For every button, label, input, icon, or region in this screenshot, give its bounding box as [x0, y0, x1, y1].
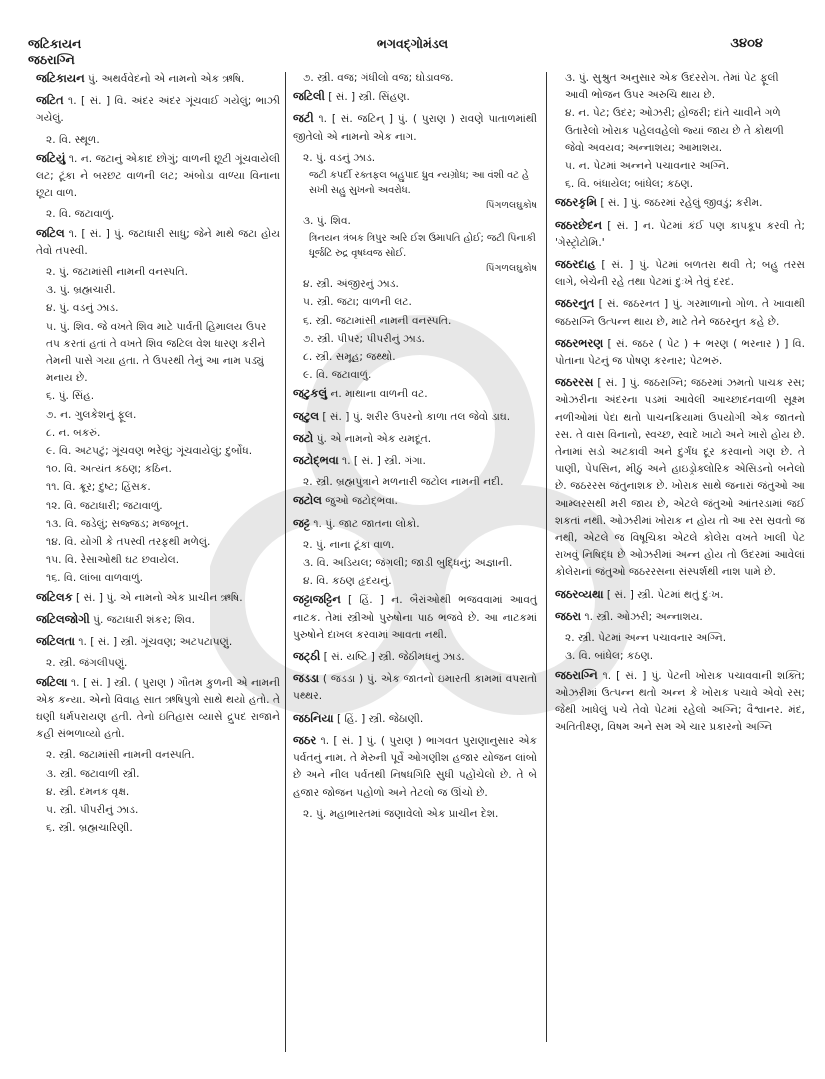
dictionary-entry	[293, 408, 537, 426]
sense-definition: ૫. સ્ત્રી. પીપરીનું ઝાડ.	[46, 803, 139, 816]
sense-definition: ૮. ન. બકરું.	[46, 426, 101, 439]
entry-headword: જઠરદાહ	[555, 257, 596, 272]
citation-source: પિંગળલઘુકોષ	[486, 263, 537, 275]
entry-headword: જટિલજોગી	[36, 611, 90, 626]
entry-definition: ૧. [ સં. ] સ્ત્રી. ગૂંચવણ; અટપટાપણું.	[78, 636, 233, 649]
entry-definition: પું. જટાધારી શંકર; શિવ.	[93, 613, 195, 626]
sense-definition: ૩. પું. બ્રહ્મચારી.	[46, 284, 116, 297]
entry-definition: [ સં. યષ્ટિ ] સ્ત્રી. જેઠીમધનું ઝાડ.	[323, 651, 465, 664]
entry-definition: ૧. સ્ત્રી. ઓઝરી; અન્નાશય.	[584, 610, 703, 623]
dictionary-entry	[36, 70, 280, 88]
entry-definition: [ સં. ] સ્ત્રી. સિંહણ.	[328, 91, 410, 104]
sense-definition: ૩. વિ. અડિયલ; જંગલી; જાડી બુદ્ધિનું; અજ્ઞાની.	[303, 557, 513, 570]
dictionary-entry	[293, 492, 537, 510]
dictionary-entry	[555, 217, 805, 252]
sense-definition: ૨. વિ. જટાવાળું.	[46, 208, 115, 221]
sense-definition: ૨. પું. વડનું ઝાડ.	[303, 151, 376, 164]
dictionary-entry	[555, 374, 805, 581]
entry-headword: જટિલી	[293, 89, 325, 104]
sense-definition: ૪. ન. પેટ; ઉદર; ઓઝરી; હોજરી; દાંતે ચાવીને ગળે ઉતારેલો ખોરાક પહેલવહેલો જ્યાં જાય છે તે કોથળી જેવો અવયવ; અન્નાશય; આમાશય.	[565, 107, 784, 154]
sense-definition: ૨. વિ. સ્થૂળ.	[46, 133, 100, 146]
entry-headword: જટિલતા	[36, 634, 75, 649]
entry-definition: [ સં. જઠર ( પેટ ) + ભરણ ( ભરનાર ) ] વિ. પોતાના પેટનું જ પોષણ કરનાર; પેટભરું.	[555, 337, 805, 368]
sense-definition: ૫. ન. પેટમાં અન્નને પચાવનાર અગ્નિ.	[565, 160, 730, 173]
column-2	[293, 70, 537, 824]
sense-definition: ૨. પું. મહાભારતમાં જણાવેલો એક પ્રાચીન દેશ.	[303, 807, 499, 820]
entry-definition: ૧. ન. જટાનું એકાદ છોગું; વાળની છૂટી ગૂંચવાયેલી લટ; ટૂંકા ને બરછટ વાળની લટ; અંબોડા વાળ્યા વિનાના છૂટા વાળ.	[36, 152, 280, 200]
entry-headword: જઠર	[293, 732, 317, 747]
entry-headword: જટો	[293, 430, 314, 445]
sense-definition: ૧૧. વિ. ક્રૂર; દુષ્ટ; હિંસક.	[46, 481, 151, 494]
entry-headword: જઠરવ્યથા	[555, 586, 604, 601]
dictionary-entry	[36, 150, 280, 203]
sense-definition: ૫. સ્ત્રી. જટા; વાળની લટ.	[303, 296, 412, 309]
sense-definition: ૭. ન. ગુલકેશનું ફૂલ.	[46, 408, 137, 421]
column-divider	[546, 72, 547, 1042]
dictionary-entry	[555, 608, 805, 626]
column-divider	[285, 72, 286, 1052]
column-3	[555, 70, 805, 740]
entry-definition: [ હિં. ] ન. બૈરાંઓથી ભજવવામાં આવતું નાટક. તેમાં સ્ત્રીઓ પુરુષોના પાઠ ભજવે છે. આ નાટકમાં પુરુષોને દાખલ કરવામાં આવતા નથી.	[293, 594, 537, 641]
sense-definition: ૭. સ્ત્રી. પીપર; પીપરીનું ઝાડ.	[303, 332, 425, 345]
sense-definition: ૨. સ્ત્રી. જટામાંસી નામની વનસ્પતિ.	[46, 749, 195, 762]
dictionary-entry	[555, 295, 805, 330]
sense-definition: ૪. સ્ત્રી. દમનક વૃક્ષ.	[46, 785, 130, 798]
entry-headword: જઠરાગ્નિ	[555, 667, 598, 682]
sense-definition: ૬. પું. સિંહ.	[46, 390, 95, 403]
entry-headword: જટિત	[36, 93, 64, 108]
entry-definition: [ હિં. ] સ્ત્રી. જેઠાણી.	[336, 712, 424, 725]
entry-headword: જઠરરસ	[555, 375, 594, 390]
entry-definition: ૧. [ સં. ] પું. પેટની ખોરાક પચાવવાની શક્તિ; ઓઝરીમાં ઉત્પન્ન થતો અન્ન કે ખોરાક પચાવે એવો રસ; જેથી ખાધેલું પચે તેવો પેટમાં રહેલો અગ્નિ; વૈશ્વાનર. મંદ, અતિતીક્ષ્ણ, વિષમ અને સમ એ ચાર પ્રકારનો અગ્નિ	[555, 669, 805, 734]
citation-verse: ત્રિનયન ત્રંબક ત્રિપુર અરિ ઈશ ઉમાપતિ હોઈ; જટી પિનાકી ધૂર્જટિ રુદ્ર વૃષધ્વજ સોઈ.	[309, 233, 536, 260]
entry-definition: જુઓ જટોદ્ભવા.	[325, 495, 398, 508]
entry-definition: [ સં. ] પું. શરીર ઉપરનો કાળા તલ જેવો ડાઘ.	[322, 410, 511, 423]
entry-definition: ૧. [ સં. ] પું. જટાધારી સાધુ; જેને માથે જટા હોય તેવો તપસ્વી.	[36, 227, 280, 257]
dictionary-entry	[293, 452, 537, 470]
entry-definition: પું. અથર્વવેદનો એ નામનો એક ઋષિ.	[88, 73, 245, 85]
sense-definition: ૪. સ્ત્રી. અંજીરનું ઝાડ.	[303, 278, 399, 291]
sense-definition: ૨. સ્ત્રી. બ્રહ્મપુત્રાને મળનારી જટોલ નામની નદી.	[303, 476, 504, 489]
entry-headword: જઠરા	[555, 608, 582, 623]
entry-headword: જટ્ઠી	[293, 649, 321, 664]
dictionary-entry	[555, 256, 805, 291]
entry-headword: જટુકલું	[293, 386, 328, 401]
sense-definition: ૪. વિ. કઠણ હૃદયનું.	[303, 575, 392, 588]
entry-headword: જટિલક	[36, 589, 73, 604]
sense-definition: ૩. સ્ત્રી. જટાવાળી સ્ત્રી.	[46, 767, 140, 780]
entry-headword: જટ્ટાજટ્ટિન	[293, 592, 341, 607]
entry-headword: જટોલ	[293, 493, 322, 508]
sense-definition: ૫. પું. શિવ. જે વખતે શિવ માટે પાર્વતી હિમાલય ઉપર તપ કરતાં હતાં તે વખતે શિવ જટિલ વેશ ધારણ કરીને તેમની પાસે ગયા હતા. તે ઉપરથી તેનું આ નામ પડ્યું મનાય છે.	[46, 320, 267, 385]
sense-definition: ૨. સ્ત્રી. જંગલીપણું.	[46, 657, 128, 670]
dictionary-entry	[36, 225, 280, 260]
entry-headword: જડડા	[293, 671, 320, 686]
entry-definition: [ સં. ] સ્ત્રી. પેટમાં થતું દુઃખ.	[606, 588, 724, 601]
sense-definition: ૩. વિ. બાંધેલ; કઠણ.	[565, 650, 654, 663]
entry-headword: જઠરનુત	[555, 296, 595, 311]
dictionary-entry	[293, 88, 537, 106]
entry-definition: [ સં. ] પું. એ નામનો એક પ્રાચીન ઋષિ.	[76, 591, 243, 604]
entry-definition: ન. માથાના વાળની વટ.	[330, 388, 428, 401]
entry-definition: [ સં. ] પું. જઠરાગ્નિ; જઠરમાં ઝમતો પાચક રસ; ઓઝરીના અંદરના પડમાં આવેલી આચ્છાદનવાળી સૂક્ષ્મ નળીઓમાં પેદા થતો પાચનક્રિયામાં ઉપયોગી એક જાતનો રસ. તે વાસ વિનાનો, સ્વચ્છ, સ્વાદે ખાટો અને ખારો હોય છે. તેનામાં સડો અટકાવી અને દુર્ગંધ દૂર કરવાનો ગણ છે. તે પાણી, પેપસિન, મીઠું અને હાઇડ્રોક્લોરિક એસિડનો બનેલો છે. જઠરરસ જંતુનાશક છે. ખોરાક સાથે જનારાં જંતુઓ આ આમ્લરસથી મરી જાય છે, એટલે જંતુઓ આંતરડામાં જઈ શકતાં નથી. ઓઝરીમાં ખોરાક ન હોય તો આ રસ સ્રવતો જ નથી, એટલે જ વિષૂચિકા એટલે કોલેરા વખતે ખાલી પેટ રાખવું નિષિદ્ધ છે ઓઝરીમાં અન્ન હોય તો ઉદરમાં આવેલાં કોલેરાનાં જંતુઓ જઠરરસના સંસ્પર્શથી નાશ પામે છે.	[555, 377, 806, 579]
entry-headword: જઠરછેદન	[555, 217, 602, 232]
sense-definition: ૬. સ્ત્રી. બ્રહ્મચારિણી.	[46, 822, 133, 835]
dictionary-entry	[555, 194, 805, 212]
dictionary-entry	[36, 633, 280, 651]
sense-definition: ૩. પું. સુશ્રુત અનુસાર એક ઉદરરોગ. તેમાં પેટ ફૂલી આવી ભોજન ઉપર અરુચિ થાય છે.	[565, 72, 779, 102]
citation-source: પિંગળલઘુકોષ	[486, 200, 537, 212]
entry-headword: જઠરકૃમિ	[555, 195, 597, 210]
sense-definition: ૧૩. વિ. જડેલું; સજ્જડ; મજબૂત.	[46, 517, 189, 530]
entry-definition: ૧. [ સં. ] વિ. અંદર અંદર ગૂંચવાઈ ગયેલું; ભાઝી ગયેલું.	[36, 95, 280, 125]
entry-headword: જટોદ્ભવા	[293, 453, 339, 468]
entry-definition: [ સં. જઠરનત ] પું. ગરમાળાનો ગોળ. તે ખાવાથી જઠરાગ્નિ ઉત્પન્ન થાય છે, માટે તેને જઠરનુત કહે છે.	[555, 298, 805, 328]
entry-definition: પું. એ નામનો એક યમદૂત.	[316, 432, 432, 445]
dictionary-entry	[555, 586, 805, 604]
sense-definition: ૯. વિ. જટાવાળું.	[303, 369, 372, 382]
dictionary-entry	[293, 670, 537, 705]
sense-definition: ૩. પું. શિવ.	[303, 215, 351, 228]
dictionary-entry	[293, 110, 537, 145]
entry-headword: જટિલા	[36, 674, 68, 689]
dictionary-entry	[36, 92, 280, 127]
sense-definition: ૨. સ્ત્રી. પેટમાં અન્ન પચાવનાર અગ્નિ.	[565, 632, 727, 645]
entry-definition: ૧. પું. જાટ જાતના લોકો.	[313, 517, 420, 530]
entry-headword: જટી	[293, 111, 314, 126]
sense-definition: ૧૦. વિ. અત્યંત કઠણ; કઠિન.	[46, 463, 172, 476]
entry-definition: ( જડડા ) પું. એક જાતનો ઇમારતી કામમાં વપરાતો પથ્થર.	[293, 673, 537, 703]
dictionary-entry	[36, 611, 280, 629]
sense-definition: ૨. પું. જટામાંસી નામની વનસ્પતિ.	[46, 266, 189, 279]
column-1	[36, 70, 280, 838]
sense-definition: ૧૪. વિ. યોગી કે તપસ્વી તરફથી મળેલું.	[46, 536, 211, 549]
sense-definition: ૧૫. વિ. રેસાઓથી ઘટ છવાયેલ.	[46, 554, 180, 567]
dictionary-entry	[293, 385, 537, 403]
entry-definition: ૧. [ સં. જટિન્ ] પું. ( પુરાણ ) રાવણે પાતાળમાંથી જીતેલો એ નામનો એક નાગ.	[293, 113, 537, 143]
dictionary-entry	[293, 710, 537, 728]
citation-verse: જટી કપર્દી રક્તફલ બહુપાદ ધ્રુવ ન્યગ્રોધ; આ વંશી વટ હે સખી સહુ સુખનો અવરોધ.	[309, 170, 529, 197]
dictionary-entry	[555, 335, 805, 370]
dictionary-entry	[555, 667, 805, 737]
sense-definition: ૪. પું. વડનું ઝાડ.	[46, 302, 119, 315]
sense-definition: ૨. પું. નાના ટૂંકા વાળ.	[303, 538, 395, 551]
entry-definition: ૧. [ સં. ] સ્ત્રી. ગંગા.	[342, 455, 426, 468]
dictionary-entry	[36, 589, 280, 607]
dictionary-entry	[293, 515, 537, 533]
entry-headword: જટ્ટ	[293, 515, 310, 530]
guide-word-first: જટિકાયન	[28, 36, 82, 51]
entry-headword: જટિયું	[36, 150, 66, 165]
guide-word-last: જઠરાગ્નિ	[28, 52, 75, 67]
sense-definition: ૧૬. વિ. લાંબા વાળવાળું.	[46, 572, 143, 585]
sense-definition: ૬. સ્ત્રી. જટામાંસી નામની વનસ્પતિ.	[303, 314, 452, 327]
dictionary-entry	[293, 732, 537, 802]
entry-headword: જટિલ	[36, 225, 65, 240]
entry-headword: જટિકાયન	[36, 71, 85, 85]
entry-headword: જટુલ	[293, 408, 320, 423]
page-number: ૩૪૦૪	[730, 36, 763, 51]
entry-definition: [ સં. ] ન. પેટમાં કંઈ પણ કાપકૂપ કરવી તે; 'ગેસ્ટ્રોટોમિ.'	[555, 219, 806, 249]
sense-definition: ૯. વિ. અટપટું; ગૂંચવણ ભરેલું; ગૂંચવાયેલું; દુર્બોધ.	[46, 445, 253, 458]
entry-definition: [ સં. ] પું. પેટમાં બળતરા થવી તે; બહુ તરસ લાગે, બેચેની રહે તથા પેટમાં દુઃખે તેવું દરદ.	[555, 259, 805, 289]
entry-definition: ૧. [ સં. ] પું. ( પુરાણ ) ભાગવત પુરાણાનુસાર એક પર્વતનું નામ. તે મેરુની પૂર્વે ઓગણીશ હજાર યોજન લાંબો છે અને નીલ પર્વતથી નિષધગિરિ સુધી પહોંચેલો છે. તે બે હજાર જોજન પહોળો અને તેટલો જ ઊંચો છે.	[293, 734, 537, 799]
entry-definition: [ સં. ] પું. જઠરમાં રહેલું જીવડું; કરીમ.	[600, 197, 763, 210]
dictionary-entry	[293, 430, 537, 448]
page-header	[0, 0, 825, 66]
entry-definition: ૧. [ સં. ] સ્ત્રી. ( પુરાણ ) ગૌતમ કુળની એ નામની એક કન્યા. એનો વિવાહ સાત ઋષિપુત્રો સાથે થયો હતો. તે ઘણી ધર્મપરાયણ હતી. તેનો ઇતિહાસ વ્યાસે દ્રુપદ રાજાને કહી સંભળાવ્યો હતો.	[36, 676, 280, 741]
entry-headword: જઠનિયા	[293, 710, 334, 725]
dictionary-entry	[293, 591, 537, 644]
dictionary-entry	[293, 648, 537, 666]
sense-definition: ૬. વિ. બંધાયેલ; બાંધેલ; કઠણ.	[565, 178, 694, 191]
sense-definition: ૧૨. વિ. જટાધારી; જટાવાળું.	[46, 499, 163, 512]
sense-definition: ૭. સ્ત્રી. વજ; ગંધીલો વજ; ઘોડાવજ.	[303, 72, 454, 84]
sense-definition: ૮. સ્ત્રી. સમૂહ; જથ્થો.	[303, 351, 396, 364]
page-title: ભગવદ્ગોમંડલ	[376, 36, 449, 51]
entry-headword: જઠરભરણ	[555, 335, 604, 350]
dictionary-entry	[36, 674, 280, 744]
